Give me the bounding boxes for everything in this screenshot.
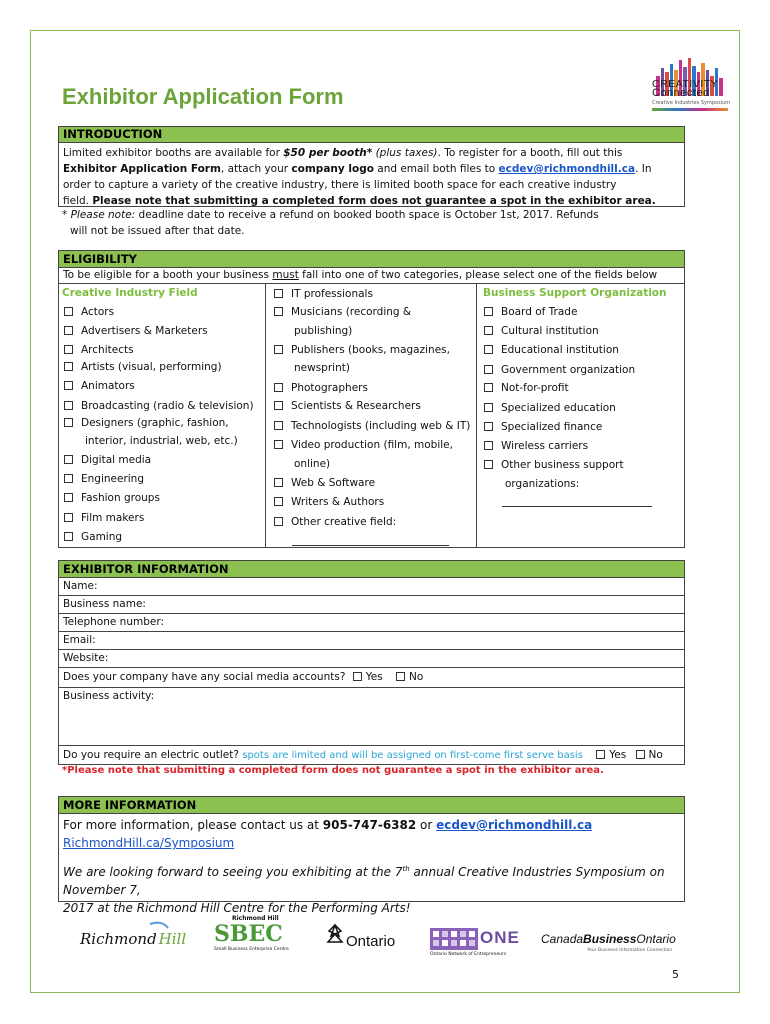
checkbox[interactable] [484,345,493,354]
checkbox[interactable] [64,513,73,522]
option-designers[interactable]: Designers (graphic, fashion, [64,416,229,431]
option-cultural-institution[interactable]: Cultural institution [484,324,599,339]
checkbox[interactable] [274,440,283,449]
other-creative-field-line[interactable] [292,545,449,546]
other-business-line[interactable] [502,506,652,507]
option-web-software[interactable]: Web & Software [274,476,375,491]
option-film-makers[interactable]: Film makers [64,511,144,526]
checkbox[interactable] [274,307,283,316]
option-educational-institution[interactable]: Educational institution [484,343,619,358]
business-name-field[interactable]: Business name: [58,596,685,614]
social-media-row: Does your company have any social media accounts? Yes No [58,668,685,688]
option-it-professionals[interactable]: IT professionals [274,287,373,302]
option-specialized-finance[interactable]: Specialized finance [484,420,602,435]
checkbox[interactable] [64,381,73,390]
checkbox[interactable] [64,532,73,541]
checkbox[interactable] [64,493,73,502]
checkbox[interactable] [484,383,493,392]
option-video-production[interactable]: Video production (film, mobile, [274,438,453,453]
contact-email-link[interactable]: ecdev@richmondhill.ca [498,163,636,175]
creative-industry-heading: Creative Industry Field [62,287,198,299]
checkbox[interactable] [274,517,283,526]
one-logo: ONE Ontario Network of Entrepreneurs [430,928,520,957]
checkbox[interactable] [484,460,493,469]
checkbox[interactable] [484,422,493,431]
checkbox[interactable] [484,441,493,450]
option-photographers[interactable]: Photographers [274,381,368,396]
checkbox[interactable] [274,421,283,430]
outlet-yes-checkbox[interactable] [596,750,605,759]
introduction-heading: INTRODUCTION [58,126,685,143]
option-writers[interactable]: Writers & Authors [274,495,384,510]
option-advertisers[interactable]: Advertisers & Marketers [64,324,208,339]
checkbox[interactable] [64,474,73,483]
email-field[interactable]: Email: [58,632,685,650]
option-specialized-education[interactable]: Specialized education [484,401,616,416]
checkbox[interactable] [274,383,283,392]
option-digital-media[interactable]: Digital media [64,453,151,468]
outlet-no-checkbox[interactable] [636,750,645,759]
symposium-link[interactable]: RichmondHill.ca/Symposium [63,836,235,850]
eligibility-heading: ELIGIBILITY [58,250,685,268]
logo-text: CREATIVITY Connected [652,78,719,99]
option-animators[interactable]: Animators [64,379,135,394]
eligibility-intro: To be eligible for a booth your business must fall into one of two categories, please select one of the fields below [58,268,685,284]
option-architects[interactable]: Architects [64,343,134,358]
more-info-email-link[interactable]: ecdev@richmondhill.ca [436,818,593,832]
option-designers-cont: interior, industrial, web, etc.) [85,435,238,447]
checkbox[interactable] [484,307,493,316]
option-musicians-cont: publishing) [294,325,353,337]
option-publishers[interactable]: Publishers (books, magazines, [274,343,450,358]
name-field[interactable]: Name: [58,578,685,596]
checkbox[interactable] [274,345,283,354]
option-artists[interactable]: Artists (visual, performing) [64,360,222,375]
option-other-business-support[interactable]: Other business support [484,458,624,473]
checkbox[interactable] [64,326,73,335]
checkbox[interactable] [64,362,73,371]
social-yes-checkbox[interactable] [353,672,362,681]
checkbox[interactable] [64,418,73,427]
ontario-logo: Ontario [320,918,410,958]
business-activity-field[interactable]: Business activity: [58,688,685,746]
option-musicians[interactable]: Musicians (recording & [274,305,411,320]
page-title: Exhibitor Application Form [62,84,344,109]
one-pattern-icon [430,928,478,950]
option-engineering[interactable]: Engineering [64,472,144,487]
more-info-heading: MORE INFORMATION [58,796,685,814]
electric-outlet-row: Do you require an electric outlet? spots are limited and will be assigned on first-come first serve basis Yes No [58,746,685,765]
checkbox[interactable] [484,403,493,412]
option-wireless-carriers[interactable]: Wireless carriers [484,439,588,454]
website-field[interactable]: Website: [58,650,685,668]
option-board-of-trade[interactable]: Board of Trade [484,305,577,320]
checkbox[interactable] [274,289,283,298]
checkbox[interactable] [484,326,493,335]
option-technologists[interactable]: Technologists (including web & IT) [274,419,470,434]
richmond-hill-logo: Richmond Hill [80,918,190,958]
checkbox[interactable] [64,307,73,316]
option-other-creative[interactable]: Other creative field: [274,515,396,530]
option-other-business-cont: organizations: [505,478,580,490]
sbec-logo: Richmond Hill SBEC Small Business Enterprise Centre [214,915,289,952]
social-no-checkbox[interactable] [396,672,405,681]
checkbox[interactable] [274,478,283,487]
option-fashion[interactable]: Fashion groups [64,491,160,506]
option-government[interactable]: Government organization [484,363,635,378]
option-scientists[interactable]: Scientists & Researchers [274,399,421,414]
guarantee-note: *Please note that submitting a completed form does not guarantee a spot in the exhibitor area. [62,765,604,776]
telephone-field[interactable]: Telephone number: [58,614,685,632]
refund-note: * Please note: deadline date to receive a refund on booked booth space is October 1st, 2017. Refunds will not be issued after that date. [62,209,599,237]
checkbox[interactable] [484,365,493,374]
option-video-cont: online) [294,458,331,470]
option-publishers-cont: newsprint) [294,362,350,374]
checkbox[interactable] [274,401,283,410]
option-actors[interactable]: Actors [64,305,114,320]
checkbox[interactable] [64,401,73,410]
logo-color-bar [652,108,728,111]
option-not-for-profit[interactable]: Not-for-profit [484,381,569,396]
option-gaming[interactable]: Gaming [64,530,122,545]
business-support-heading: Business Support Organization [483,287,667,299]
checkbox[interactable] [274,497,283,506]
canada-business-ontario-logo: CanadaBusinessOntario Your Business Information Connection [541,932,676,953]
logo-subtitle: Creative Industries Symposium [652,100,731,106]
exhibitor-heading: EXHIBITOR INFORMATION [58,560,685,578]
checkbox[interactable] [64,345,73,354]
introduction-box: Limited exhibitor booths are available for $50 per booth* (plus taxes). To register for a booth, fill out this Exhibitor Application Form, attach your company logo and email both files to ecdev@richmondhill.ca. In order to capture a variety of the creative industry, there is limited booth space for each creative industry field. Please note that submitting a completed form does not guarantee a spot in the exhibitor area. [58,143,685,207]
checkbox[interactable] [64,455,73,464]
page-number: 5 [672,968,679,981]
more-info-box: For more information, please contact us at 905-747-6382 or ecdev@richmondhill.ca RichmondHill.ca/Symposium We are looking forward to seeing you exhibiting at the 7th annual Creative Industries Symposium on November 7, 2017 at the Richmond Hill Centre for the Performing Arts! [58,814,685,902]
option-broadcasting[interactable]: Broadcasting (radio & television) [64,399,254,414]
